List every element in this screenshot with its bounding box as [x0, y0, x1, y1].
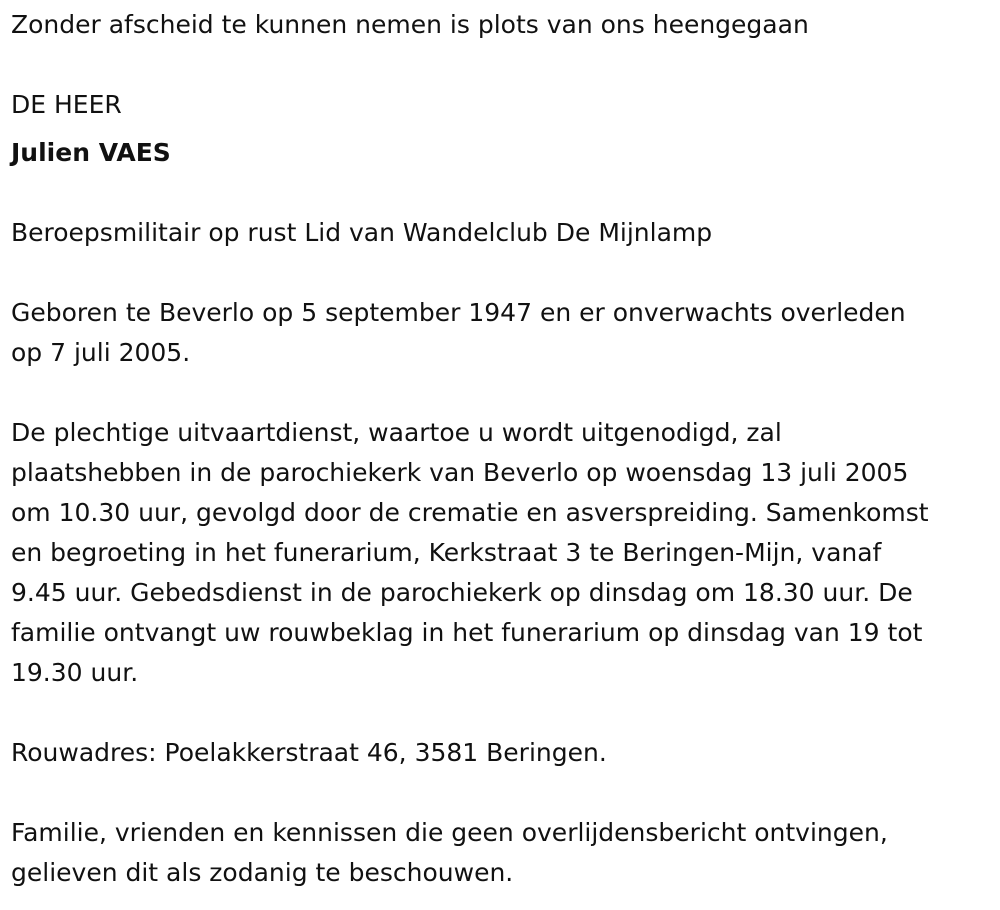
deceased-name: Julien VAES — [11, 138, 171, 167]
birth-death-line-1: Geboren te Beverlo op 5 september 1947 en er onverwachts overleden — [11, 298, 906, 327]
service-line-1: De plechtige uitvaartdienst, waartoe u wordt uitgenodigd, zal — [11, 418, 782, 447]
service-line-6: familie ontvangt uw rouwbeklag in het funerarium op dinsdag van 19 tot — [11, 618, 923, 647]
mourning-address: Rouwadres: Poelakkerstraat 46, 3581 Beringen. — [11, 738, 607, 767]
closing-line-2: gelieven dit als zodanig te beschouwen. — [11, 858, 514, 887]
service-line-4: en begroeting in het funerarium, Kerkstraat 3 te Beringen-Mijn, vanaf — [11, 538, 882, 567]
birth-death-line-2: op 7 juli 2005. — [11, 338, 191, 367]
service-line-2: plaatshebben in de parochiekerk van Beverlo op woensdag 13 juli 2005 — [11, 458, 909, 487]
service-line-3: om 10.30 uur, gevolgd door de crematie en asverspreiding. Samenkomst — [11, 498, 929, 527]
closing-line-1: Familie, vrienden en kennissen die geen overlijdensbericht ontvingen, — [11, 818, 888, 847]
opening-line: Zonder afscheid te kunnen nemen is plots van ons heengegaan — [11, 10, 809, 39]
service-line-7: 19.30 uur. — [11, 658, 139, 687]
profession-line: Beroepsmilitair op rust Lid van Wandelclub De Mijnlamp — [11, 218, 713, 247]
honorific-title: DE HEER — [11, 90, 122, 119]
service-line-5: 9.45 uur. Gebedsdienst in de parochiekerk op dinsdag om 18.30 uur. De — [11, 578, 913, 607]
